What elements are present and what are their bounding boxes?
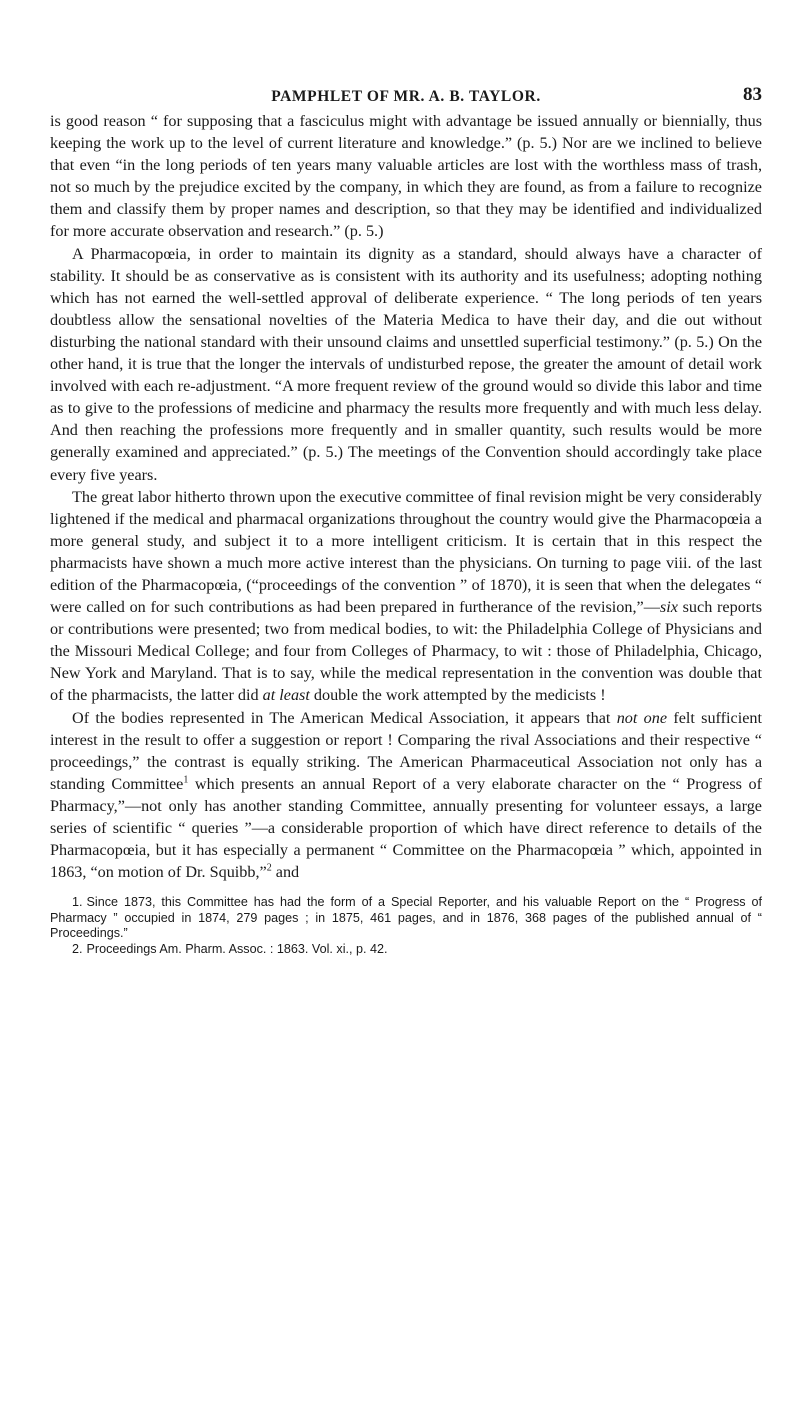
footnote [50, 942, 762, 958]
paragraph: is good reason “ for supposing that a fasciculus might with advantage be issued annually or biennially, thus keeping the work up to the level of current literature and knowledge.” (p. 5.) Nor are we inclined to believe that even “in the long periods of ten years many valuable articles are lost with the worthless mass of trash, not so much by the prejudice excited by the company, in which they are found, as from a failure to recognize them and classify them by proper names and description, so that they may be identified and individualized for more accurate observation and research.” (p. 5.) [50, 112, 762, 241]
page-number: 83 [743, 84, 762, 105]
page-header [50, 0, 762, 110]
footnote-ref-1: 1 [183, 774, 189, 786]
paragraph: Of the bodies represented in The American Medical Association, it appears that not one felt sufficient interest in the result to offer a suggestion or report ! Comparing the rival Associations and their respective “ proceedings,” the contrast is equally striking. The American Pharmaceutical Association not only has a standing Committee$^1$ which presents an annual Report of a very elaborate character on the “ Progress of Pharmacy,”—not only has another standing Committee, annually presenting for volunteer essays, a large series of scientific “ queries ”—a considerable proportion of which have direct reference to details of the Pharmacopœia, but it has especially a permanent “ Committee on the Pharmacopœia ” which, appointed in 1863, “on motion of Dr. Squibb,”$^2$ and [50, 708, 762, 882]
footnote-ref-2: 2 [266, 862, 272, 874]
book-page [50, 0, 762, 957]
footnote-text: Proceedings Am. Pharm. Assoc. : 1863. Vol. xi., p. 42. [86, 941, 388, 956]
footnote-text: Since 1873, this Committee has had the form of a Special Reporter, and his valuable Report on the “ Progress of Pharmacy ” occupied in 1874, 279 pages ; in 1875, 461 pages, and in 1876, 368 pages of the published annual of “ Proceedings.” [50, 895, 762, 941]
paragraph: A Pharmacopœia, in order to maintain its dignity as a standard, should always have a character of stability. It should be as conservative as is consistent with its authority and its usefulness; adopting nothing which has not earned the well-settled approval of deliberate experience. “ The long periods of ten years doubtless allow the sensational novelties of the Materia Medica to have their day, and die out without disturbing the national standard with their unsound claims and unsettled superficial testimony.” (p. 5.) On the other hand, it is true that the longer the intervals of undisturbed repose, the greater the amount of detail work involved with each re-adjustment. “A more frequent review of the ground would so divide this labor and time as to give to the professions of medicine and pharmacy the results more frequently and with much less delay. And then reaching the professions more frequently and in smaller quantity, such results would be more generally examined and appreciated.” (p. 5.) The meetings of the Convention should accordingly take place every five years. [50, 244, 762, 484]
footnotes [50, 895, 762, 957]
body-text [50, 110, 762, 883]
running-title: PAMPHLET OF MR. A. B. TAYLOR. [271, 88, 541, 105]
emphasis-at-least: at least [262, 686, 310, 705]
emphasis-not-one: not one [616, 708, 668, 727]
emphasis-six: six [659, 598, 678, 617]
footnote [50, 895, 762, 942]
footnote-number: 2. [72, 941, 83, 956]
footnote-number: 1. [72, 895, 83, 910]
paragraph: The great labor hitherto thrown upon the executive committee of final revision might be very considerably lightened if the medical and pharmacal organizations throughout the country would give the Pharmacopœia a more general study, and subject it to a more intelligent criticism. It is certain that in this respect the pharmacists have shown a much more active interest than the physicians. On turning to page viii. of the last edition of the Pharmacopœia, (“proceedings of the convention ” of 1870), it is seen that when the delegates “ were called on for such contributions as had been prepared in furtherance of the revision,”—six such reports or contributions were presented; two from medical bodies, to wit: the Philadelphia College of Physicians and the Missouri Medical College; and four from Colleges of Pharmacy, to wit : those of Philadelphia, Chicago, New York and Maryland. That is to say, while the medical representation in the convention was double that of the pharmacists, the latter did at least double the work attempted by the medicists ! [50, 487, 763, 705]
